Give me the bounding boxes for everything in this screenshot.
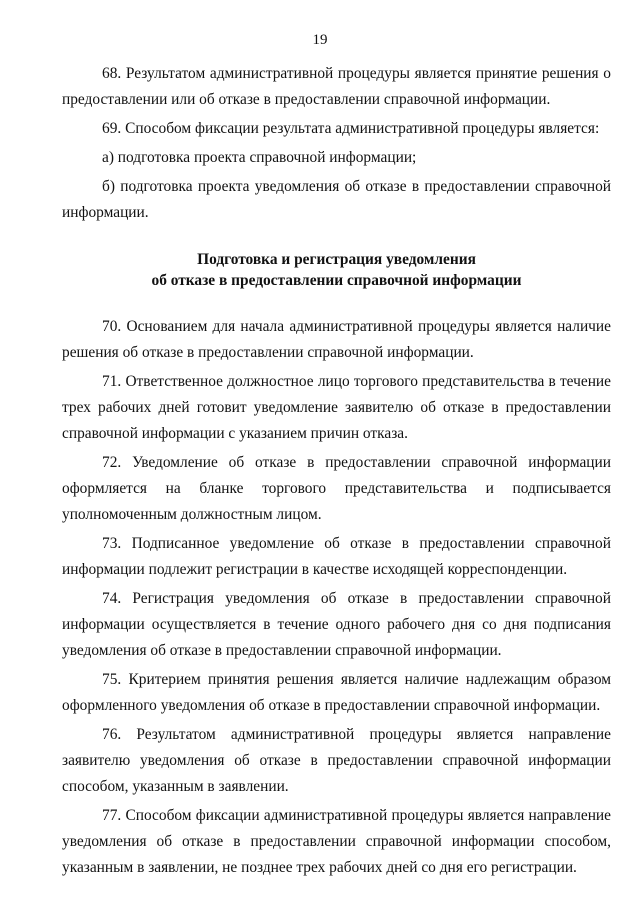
paragraph-71: 71. Ответственное должностное лицо торгового представительства в течение трех рабочих дней готовит уведомление заявителю об отказе в предоставлении справочной информации с указанием причин отказа. xyxy=(62,373,611,442)
section-heading-line-1: Подготовка и регистрация уведомления xyxy=(197,251,476,268)
paragraph-68: 68. Результатом административной процедуры является принятие решения о предоставлении или об отказе в предоставлении справочной информации. xyxy=(62,65,611,108)
section-heading xyxy=(62,249,611,291)
section-heading-line-2: об отказе в предоставлении справочной информации xyxy=(151,272,522,289)
paragraph-69-b: б) подготовка проекта уведомления об отказе в предоставлении справочной информации. xyxy=(62,178,611,221)
document-body xyxy=(62,61,611,881)
paragraph-73: 73. Подписанное уведомление об отказе в предоставлении справочной информации подлежит регистрации в качестве исходящей корреспонденции. xyxy=(62,535,611,578)
paragraph-69: 69. Способом фиксации результата административной процедуры является: xyxy=(102,120,600,137)
paragraph-72: 72. Уведомление об отказе в предоставлении справочной информации оформляется на бланке торгового представительства и подписывается уполномоченным должностным лицом. xyxy=(62,454,611,523)
paragraph-76: 76. Результатом административной процедуры является направление заявителю уведомления об отказе в предоставлении справочной информации способом, указанным в заявлении. xyxy=(62,726,611,795)
paragraph-70: 70. Основанием для начала административной процедуры является наличие решения об отказе в предоставлении справочной информации. xyxy=(62,318,611,361)
paragraph-77: 77. Способом фиксации административной процедуры является направление уведомления об отказе в предоставлении справочной информации способом, указанным в заявлении, не позднее трех рабочих дней со дня его регистрации. xyxy=(62,807,611,876)
paragraph-69-a: а) подготовка проекта справочной информации; xyxy=(102,149,417,166)
paragraph-74: 74. Регистрация уведомления об отказе в предоставлении справочной информации осуществляется в течение одного рабочего дня со дня подписания уведомления об отказе в предоставлении справочной информации. xyxy=(62,590,611,659)
page-number: 19 xyxy=(312,32,328,48)
paragraph-75: 75. Критерием принятия решения является наличие надлежащим образом оформленного уведомления об отказе в предоставлении справочной информации. xyxy=(62,671,611,714)
